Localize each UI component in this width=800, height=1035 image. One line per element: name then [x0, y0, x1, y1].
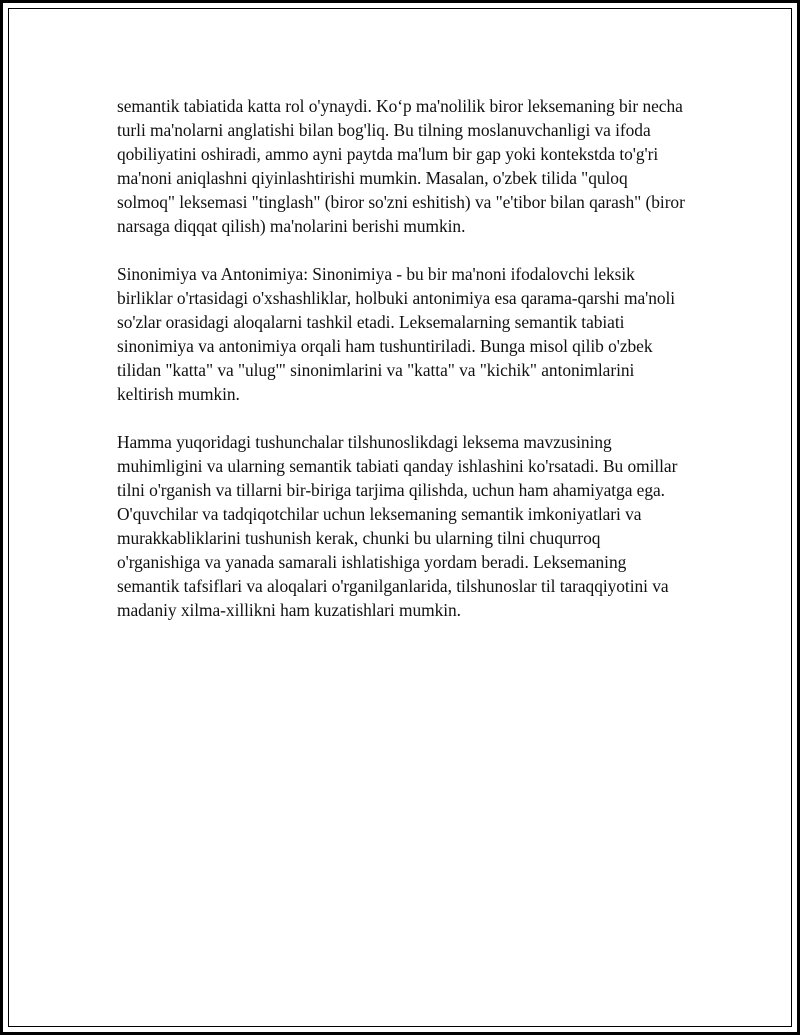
paragraph-synonymy-antonymy: Sinonimiya va Antonimiya: Sinonimiya - bu bir ma'noni ifodalovchi leksik birliklar o'rtasidagi o'xshashliklar, holbuki antonimiya esa qarama-qarshi ma'noli so'zlar orasidagi aloqalarni tashkil etadi. Leksemalarning semantik tabiati sinonimiya va antonimiya orqali ham tushuntiriladi. Bunga misol qilib o'zbek tilidan "katta" va "ulug'" sinonimlarini va "katta" va "kichik" antonimlarini keltirish mumkin.: [117, 264, 676, 404]
paragraph-polysemy: semantik tabiatida katta rol o'ynaydi. Koʻp ma'nolilik biror leksemaning bir necha turli ma'nolarni anglatishi bilan bog'liq. Bu tilning moslanuvchanligi va ifoda qobiliyatini oshiradi, ammo ayni paytda ma'lum bir gap yoki kontekstda to'g'ri ma'noni aniqlashni qiyinlashtirishi mumkin. Masalan, o'zbek tilida "quloq solmoq" leksemasi "tinglash" (biror so'zni eshitish) va "e'tibor bilan qarash" (biror narsaga diqqat qilish) ma'nolarini berishi mumkin.: [117, 96, 685, 236]
paragraph-conclusion: Hamma yuqoridagi tushunchalar tilshunoslikdagi leksema mavzusining muhimligini va ularning semantik tabiati qanday ishlashini ko'rsatadi. Bu omillar tilni o'rganish va tillarni bir-biriga tarjima qilishda, uchun ham ahamiyatga ega. O'quvchilar va tadqiqotchilar uchun leksemaning semantik imkoniyatlari va murakkabliklarini tushunish kerak, chunki bu ularning tilni chuqurroq o'rganishiga va yanada samarali ishlatishiga yordam beradi. Leksemaning semantik tafsiflari va aloqalari o'rganilganlarida, tilshunoslar til taraqqiyotini va madaniy xilma-xillikni ham kuzatishlari mumkin.: [117, 432, 678, 620]
document-body: [117, 94, 687, 622]
